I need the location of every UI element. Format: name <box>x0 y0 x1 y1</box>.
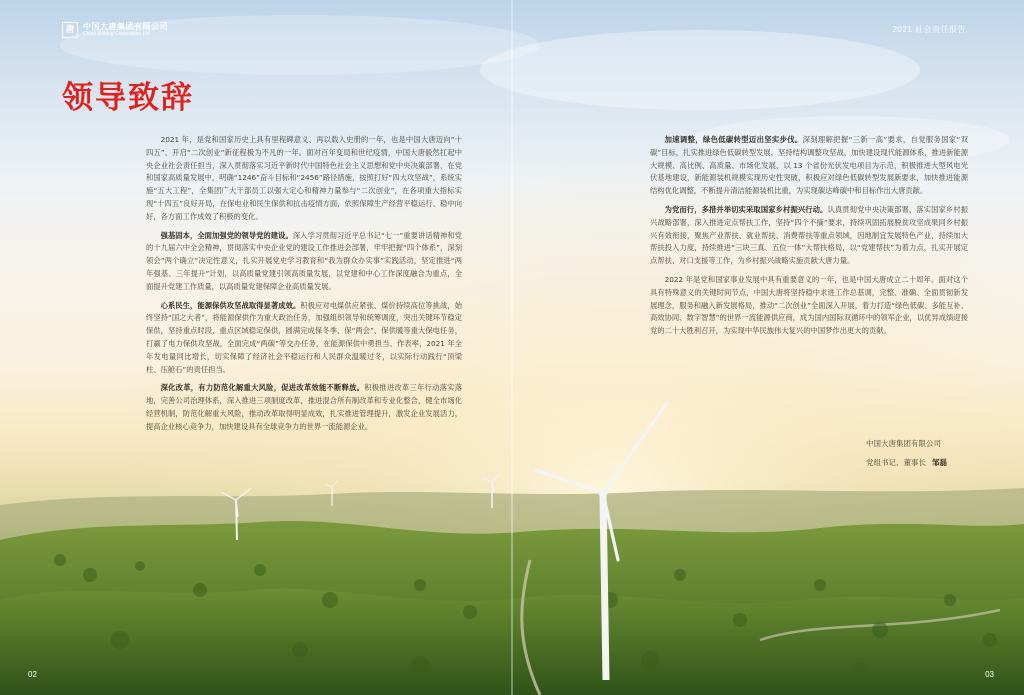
paragraph-text: 深入学习贯彻习近平总书记“七一”重要讲话精神和党的十九届六中全会精神，贯彻落实中央企业党的建设工作推进会部署，牢牢把握“四个体系”，深刻领会“两个确立”决定性意义，扎实开展党史学习教育和“我为群众办实事”实践活动，坚定推进“两年强基、三年提升”计划，以高质量党建引领高质量发展，以党建和中心工作深度融合为重点，全面提升党建工作质量，以高质量党建保障企业高质量发展。 <box>146 230 463 291</box>
company-name-cn: 中国大唐集团有限公司 <box>83 22 168 31</box>
paragraph-text: 积极应对电煤供应紧张、煤价持续高位等挑战，始终坚持“国之大者”，将能源保供作为重大政治任务，加强组织领导和统筹调度，突出关键环节稳定保供，坚持重点时段、重点区域稳定保供，圆满完成保冬季、保“两会”、保供暖等重大保电任务，打赢了电力保供攻坚战，全面完成“两碳”等交办任务，在能源保供中勇担当、作表率，2021 年全年发电量同比增长，切实保障了经济社会平稳运行和人民群众温暖过冬，以实际行动践行“顶梁柱、压舱石”的责任担当。 <box>146 300 462 374</box>
paragraph-text: 2022 年是党和国家事业发展中具有重要意义的一年，也是中国大唐成立二十周年。面对这个具有特殊意义的关键时间节点，中国大唐将坚持稳中求进工作总基调，完整、准确、全面贯彻新发展理念，服务和融入新发展格局，推动“二次创业”全面深入开展，着力打造“绿色低碳、多能互补、高效协同、数字智慧”的世界一流能源供应商，成为国内国际双循环中的领军企业，以优异成绩迎接党的二十大胜利召开，为实现中华民族伟大复兴的中国梦作出更大的贡献。 <box>650 274 968 336</box>
datang-logo-icon: 唐 <box>62 22 78 38</box>
right-text-column <box>650 134 968 344</box>
paragraph-text: 积极推进改革三年行动落实落地，完善公司治理体系，深入推进三项制度改革，推进混合所有制改革和专业化整合，健全市场化经营机制，防范化解重大风险，推动改革取得明显成效，扎实推进管理提升，激发企业发展活力，提高企业核心竞争力，加快建设具有全球竞争力的世界一流能源企业。 <box>146 383 463 431</box>
page-title: 领导致辞 <box>62 80 194 116</box>
company-logo <box>62 22 168 38</box>
paragraph-lead: 强基固本，全面加强党的领导党的建设。 <box>160 230 293 240</box>
paragraph <box>650 274 968 338</box>
paragraph <box>146 230 462 294</box>
company-name-en: China Datang Corporation Ltd. <box>83 31 151 37</box>
paragraph <box>146 382 462 433</box>
signature-line <box>866 457 947 468</box>
signature-company: 中国大唐集团有限公司 <box>866 439 941 448</box>
paragraph-text: 认真贯彻党中央决策部署，落实国家乡村振兴战略部署，深入推进定点帮扶工作，坚持“四个不摘”要求，持续巩固拓展脱贫攻坚成果同乡村振兴有效衔接，聚焦产业帮扶、就业帮扶、消费帮扶等重点领域，因地制宜发展特色产业，持续加大帮扶投入力度，持续推进“三块三真、五位一体”大帮扶格局，以“党建帮扶”为着力点，扎实开展定点帮扶、对口支援等工作，为乡村振兴战略实施贡献大唐力量。 <box>650 204 968 266</box>
paragraph-lead: 心系民生，能源保供攻坚战取得显著成效。 <box>160 300 301 310</box>
paragraph <box>650 204 968 268</box>
paragraph-lead: 加速调整，绿色低碳转型迈出坚实步伐。 <box>664 135 803 144</box>
paragraph-lead: 为党而行，多措并举切实采取国家乡村振兴行动。 <box>664 204 828 214</box>
paragraph-lead: 深化改革，有力防范化解重大风险，促进改革效能不断释放。 <box>160 383 365 393</box>
paragraph-text: 2021 年，是党和国家历史上具有里程碑意义、再以载入史册的一年，也是中国大唐迈向“十四五”、开启“二次创业”新征程极为不凡的一年。面对百年变局和世纪疫情，中国大唐毅然扛起中央企业社会责任担当，深入贯彻落实习近平新时代中国特色社会主义思想和党中央决策部署，在党和国家高质量发展中，明确“1246”奋斗目标和“2456”路径措施，按照打好“四大攻坚战”，系统实施“五大工程”，全集团广大干部员工以强大定心和精神力量参与“二次创业”，在各项重大指标实现“十四五”良好开局，在保电业和民生保供和抗击疫情方面，依照保障生产经营平稳运行、稳中向好，各方面工作成效了积极的变化。 <box>146 135 462 221</box>
paragraph <box>146 300 462 377</box>
signature-name: 邹磊 <box>932 458 947 467</box>
paragraph-text: 深刻理解把握“三新一高”要求，自觉服务国家“双碳”目标，扎实推进绿色低碳转型发展，坚持结构调整攻坚战，加快建设现代能源体系，推进新能源大规模、高比例、高质量、市场化发展，以 13 个省份光伏发电项目为示范，积极推进大型风电光伏基地建设，新能源装机规模实现历史性突破，积极应对绿色低碳转型发展新要求，加快推进能源结构优化调整，不断提升清洁能源装机比重，为实现碳达峰碳中和目标作出大唐贡献。 <box>650 135 969 196</box>
signature-role: 党组书记、董事长 <box>866 458 926 467</box>
report-tag: 2021 社会责任报告 <box>892 25 966 34</box>
paragraph <box>650 134 968 198</box>
page-spine <box>511 0 513 695</box>
page-number-right: 03 <box>985 670 994 679</box>
paragraph <box>146 134 462 224</box>
left-text-column <box>146 134 462 440</box>
page-number-left: 02 <box>28 670 37 679</box>
